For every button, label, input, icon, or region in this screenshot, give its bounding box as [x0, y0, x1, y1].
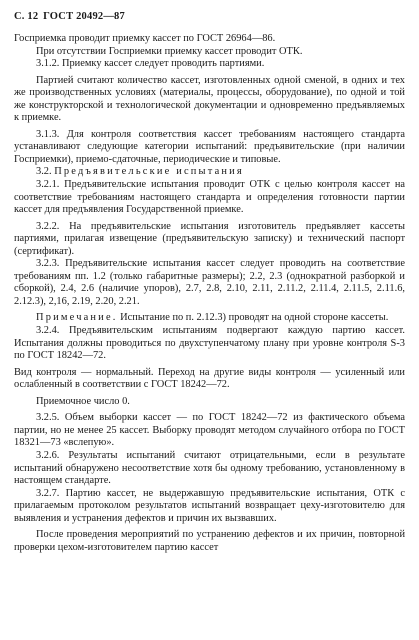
clause-3-2-2: 3.2.2. На предъявительские испытания изготовитель предъявляет кассеты партиями, прилагая извещение (предъявительскую записку) и технический паспорт (сертификат).: [14, 220, 405, 257]
standard-designation: ГОСТ 20492—87: [43, 11, 125, 22]
paragraph-batch-definition: Партией считают количество кассет, изготовленных одной сменой, в одних и тех же производственных условиях (материалы, процессы, оборудование), по одной и той же конструкторской и технологической документации и одновременно предъявляемых к приемке.: [14, 74, 405, 124]
clause-3-2-6: 3.2.6. Результаты испытаний считают отрицательными, если в результате испытаний обнаружено несоответствие хотя бы одному требованию, установленному в настоящем стандарте.: [14, 449, 405, 487]
clause-3-2-1: 3.2.1. Предъявительские испытания проводит ОТК с целью контроля кассет на соответствие требованиям настоящего стандарта и определения готовности партии кассет для предъявления Государственной приемке.: [14, 179, 405, 216]
section-heading-3-2: [14, 166, 405, 179]
paragraph-control-type: Вид контроля — нормальный. Переход на другие виды контроля — усиленный или ослабленный в соответствии с ГОСТ 18242—72.: [14, 366, 405, 391]
section-title: Предъявительские испытания: [54, 166, 244, 178]
clause-3-1-3: 3.1.3. Для контроля соответствия кассет требованиям настоящего стандарта устанавливают следующие категории испытаний: предъявительские (при наличии Госприемки), приемо-сдаточные, периодические и типовые.: [14, 128, 405, 165]
clause-3-2-7: 3.2.7. Партию кассет, не выдержавшую предъявительские испытания, ОТК с прилагаемым протоколом результатов испытаний возвращает цеху-изготовителю для выявления и устранения дефектов и причин их вызвавших.: [14, 487, 405, 524]
paragraph-otk: При отсутствии Госприемки приемку кассет проводит ОТК.: [36, 45, 303, 57]
document-body: [14, 33, 405, 554]
paragraph-gospriemka: Госприемка проводит приемку кассет по ГОСТ 26964—86.: [14, 33, 276, 44]
clause-3-2-3: 3.2.3. Предъявительские испытания кассет следует проводить на соответствие требованиям пп. 1.2 (только габаритные размеры); 2.2, 2.3 (однократной разборкой и сборкой), 2.4, 2.6 (наличие упоров), 2.7, 2.8, 2.10, 2.11, 2.11.2, 2.11.4, 2.11.5, 2.11.6, 2.12.3), 2,16, 2.19, 2.20, 2.21.: [14, 258, 405, 307]
page-number: С. 12: [14, 11, 39, 22]
note-label: Примечание.: [36, 312, 118, 324]
note-paragraph: [14, 312, 405, 325]
clause-3-2-5: 3.2.5. Объем выборки кассет — по ГОСТ 18242—72 из фактического объема партии, но не менее 25 кассет. Выборку проводят методом случайного отбора по ГОСТ 18321—73 «вслепую».: [14, 412, 405, 449]
clause-3-1-2: 3.1.2. Приемку кассет следует проводить партиями.: [36, 58, 265, 70]
clause-3-2-4: 3.2.4. Предъявительским испытаниям подвергают каждую партию кассет. Испытания должны проводиться по двухступенчатому плану при уровне контроля S-3 по ГОСТ 18242—72.: [14, 325, 405, 362]
page-header: [14, 10, 405, 24]
note-text: Испытание по п. 2.12.3) проводят на одной стороне кассеты.: [120, 312, 389, 324]
paragraph-after-measures: После проведения мероприятий по устранению дефектов и их причин, повторной проверки цехом-изготовителем партию кассет: [14, 529, 405, 553]
section-number: 3.2.: [36, 166, 52, 178]
paragraph-acceptance-number: Приемочное число 0.: [36, 395, 130, 407]
